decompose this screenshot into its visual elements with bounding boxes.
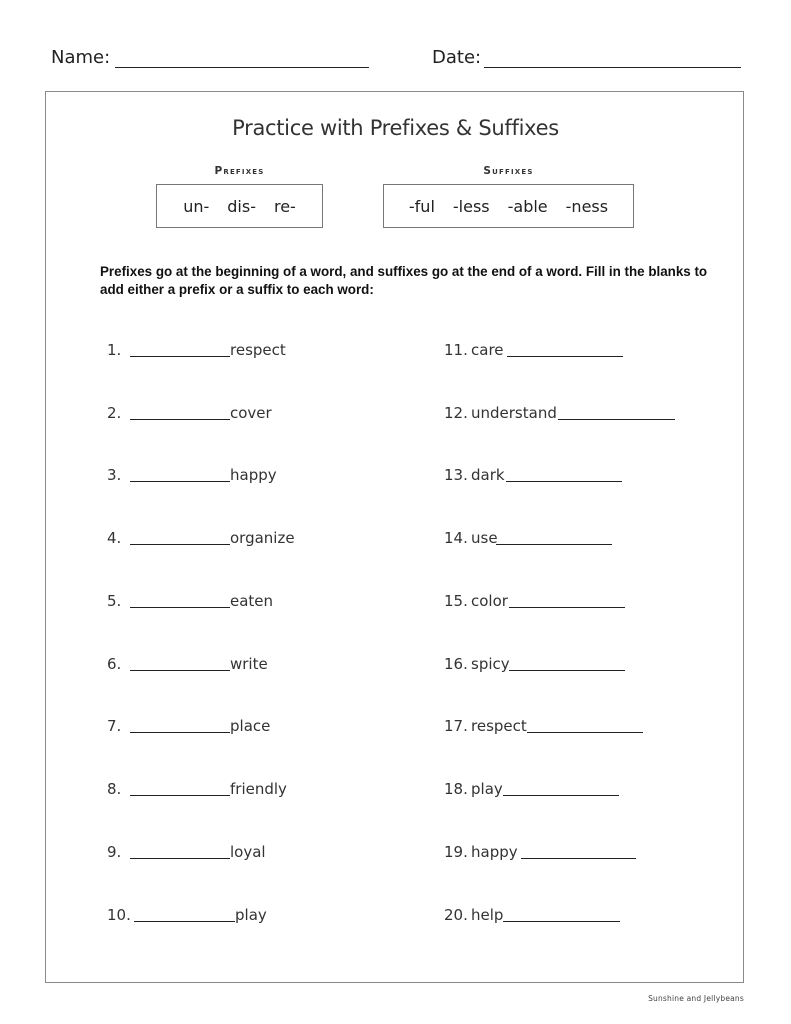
base-word: color <box>471 592 508 610</box>
name-label: Name: <box>51 47 111 68</box>
prefix-answer-blank[interactable] <box>130 732 230 733</box>
suffix-answer-blank[interactable] <box>558 419 675 420</box>
suffix-answer-blank[interactable] <box>507 356 623 357</box>
base-word: use <box>471 529 498 547</box>
base-word: play <box>471 780 503 798</box>
item-number: 2. <box>107 404 122 422</box>
item-number: 7. <box>107 717 122 735</box>
item-number: 10. <box>107 906 131 924</box>
credit-text: Sunshine and Jellybeans <box>648 994 744 1003</box>
item-number: 8. <box>107 780 122 798</box>
base-word: friendly <box>230 780 287 798</box>
prefix-answer-blank[interactable] <box>130 481 230 482</box>
suffix-answer-blank[interactable] <box>521 858 636 859</box>
item-number: 16. <box>444 655 468 673</box>
item-number: 14. <box>444 529 468 547</box>
suffix-answer-blank[interactable] <box>527 732 643 733</box>
prefixes-heading: Prefixes <box>214 165 265 177</box>
base-word: place <box>230 717 271 735</box>
suffix-option: -able <box>507 196 548 216</box>
base-word: respect <box>230 341 286 359</box>
prefix-answer-blank[interactable] <box>130 795 230 796</box>
base-word: play <box>235 906 267 924</box>
prefix-answer-blank[interactable] <box>130 544 230 545</box>
base-word: help <box>471 906 504 924</box>
instructions: Prefixes go at the beginning of a word, and suffixes go at the end of a word. Fill in the blanks to add either a prefix or a suffix to each word: <box>100 264 708 297</box>
item-number: 11. <box>444 341 468 359</box>
base-word: eaten <box>230 592 274 610</box>
base-word: happy <box>230 466 277 484</box>
suffix-option: -ful <box>408 196 435 216</box>
base-word: spicy <box>471 655 510 673</box>
item-number: 3. <box>107 466 122 484</box>
suffix-answer-blank[interactable] <box>509 607 625 608</box>
item-number: 4. <box>107 529 122 547</box>
base-word: write <box>230 655 268 673</box>
item-number: 15. <box>444 592 468 610</box>
prefix-word-bank <box>156 184 323 228</box>
base-word: cover <box>230 404 272 422</box>
base-word: dark <box>471 466 505 484</box>
prefix-answer-blank[interactable] <box>130 607 230 608</box>
date-blank[interactable] <box>484 67 741 68</box>
base-word: happy <box>471 843 518 861</box>
suffix-answer-blank[interactable] <box>506 481 622 482</box>
item-number: 1. <box>107 341 122 359</box>
suffix-answer-blank[interactable] <box>503 795 619 796</box>
suffix-option: -ness <box>565 196 609 216</box>
name-blank[interactable] <box>115 67 369 68</box>
suffixes-heading: Suffixes <box>483 165 534 177</box>
prefix-option: re- <box>273 196 296 216</box>
base-word: care <box>471 341 504 359</box>
base-word: understand <box>471 404 557 422</box>
prefix-answer-blank[interactable] <box>130 419 230 420</box>
item-number: 13. <box>444 466 468 484</box>
prefix-option: dis- <box>227 196 256 216</box>
item-number: 19. <box>444 843 468 861</box>
worksheet-title: Practice with Prefixes & Suffixes <box>232 116 559 140</box>
item-number: 20. <box>444 906 468 924</box>
base-word: loyal <box>230 843 266 861</box>
suffix-answer-blank[interactable] <box>509 670 625 671</box>
item-number: 17. <box>444 717 468 735</box>
suffix-option: -less <box>452 196 490 216</box>
suffix-answer-blank[interactable] <box>496 544 612 545</box>
suffix-word-bank <box>383 184 634 228</box>
prefix-option: un- <box>183 196 210 216</box>
item-number: 6. <box>107 655 122 673</box>
prefix-answer-blank[interactable] <box>134 921 235 922</box>
prefix-answer-blank[interactable] <box>130 858 230 859</box>
suffix-answer-blank[interactable] <box>503 921 620 922</box>
item-number: 9. <box>107 843 122 861</box>
date-label: Date: <box>432 47 482 68</box>
item-number: 12. <box>444 404 468 422</box>
item-number: 5. <box>107 592 122 610</box>
prefix-answer-blank[interactable] <box>130 670 230 671</box>
prefix-answer-blank[interactable] <box>130 356 230 357</box>
base-word: respect <box>471 717 527 735</box>
base-word: organize <box>230 529 295 547</box>
item-number: 18. <box>444 780 468 798</box>
